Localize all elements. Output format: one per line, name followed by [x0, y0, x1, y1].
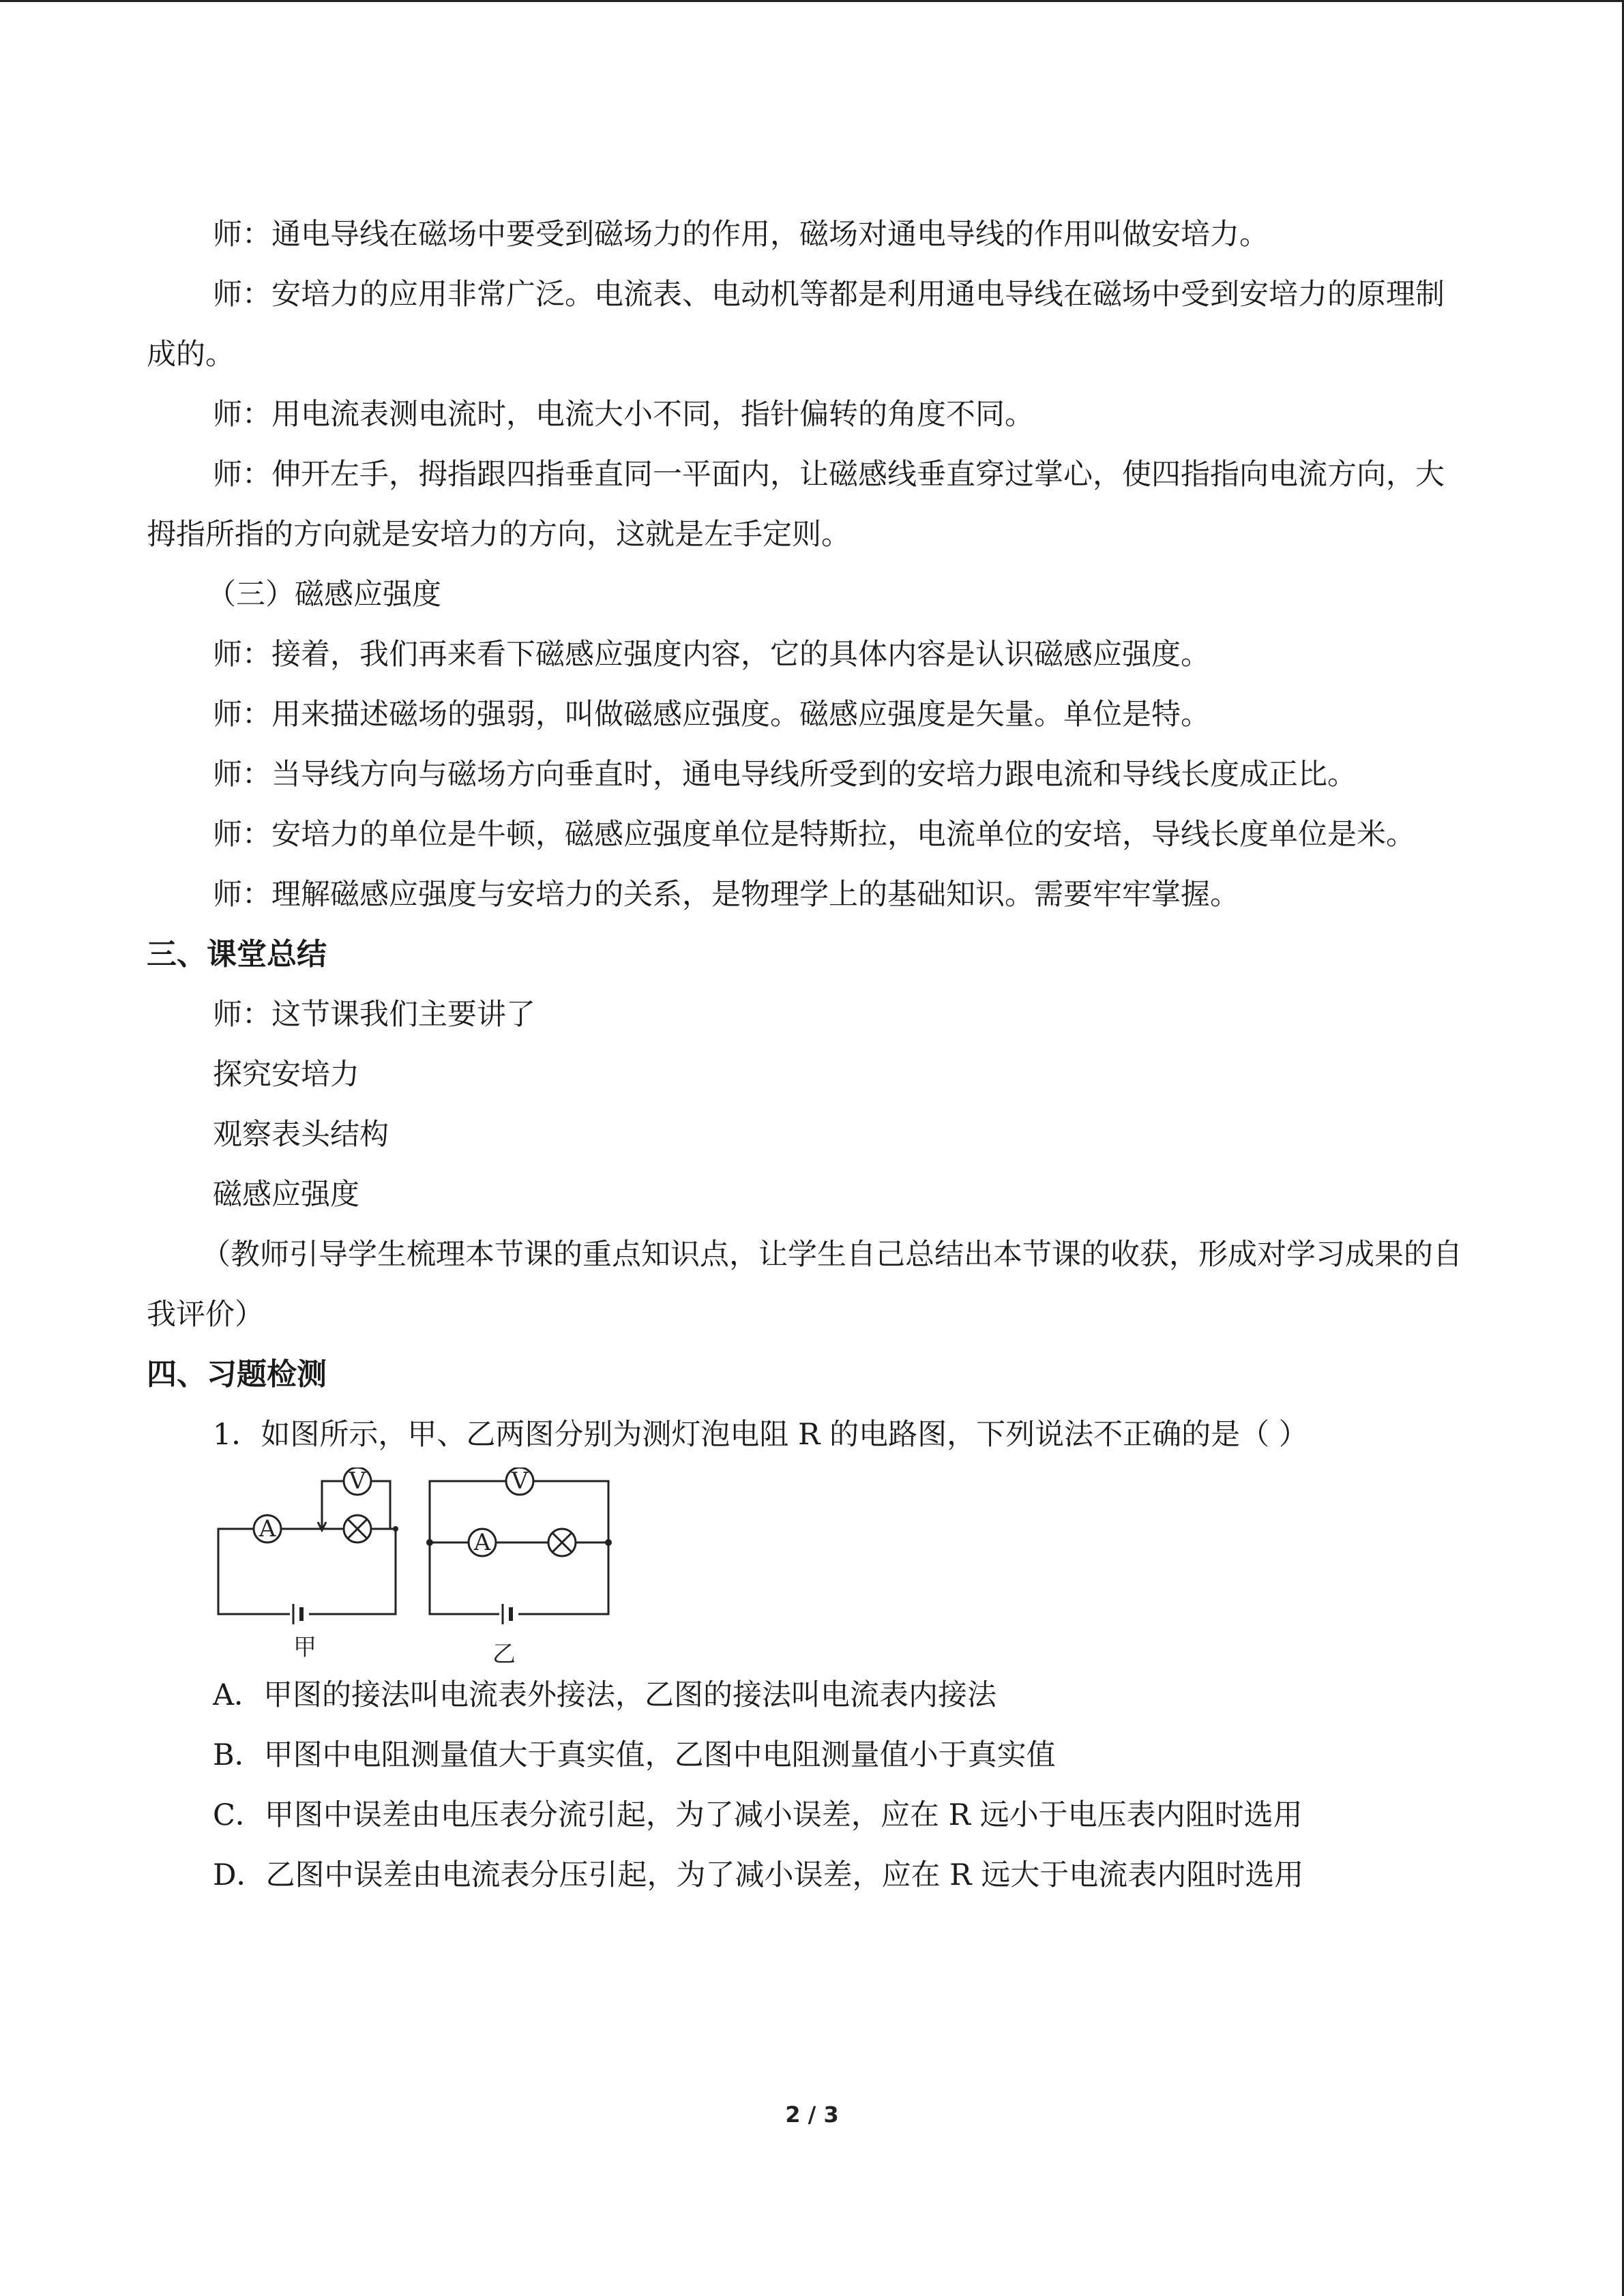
summary-line-4: 磁感应强度: [213, 1178, 359, 1212]
summary-line-3: 观察表头结构: [213, 1118, 389, 1152]
paragraph-7: 师：当导线方向与磁场方向垂直时，通电导线所受到的安培力跟电流和导线长度成正比。: [213, 758, 1357, 792]
figure-label-right: 乙: [492, 1641, 516, 1665]
paragraph-9: 师：理解磁感应强度与安培力的关系，是物理学上的基础知识。需要牢牢掌握。: [213, 878, 1239, 912]
section-3-title: 三、课堂总结: [147, 937, 327, 972]
lamp-right-icon: [548, 1529, 576, 1556]
voltmeter-left-icon: [344, 1467, 371, 1495]
circuit-figure: [213, 1467, 636, 1665]
svg-text:V: V: [349, 1467, 366, 1495]
svg-text:V: V: [511, 1467, 529, 1495]
lamp-left-icon: [344, 1515, 371, 1542]
page-number: 2 / 3: [785, 2102, 839, 2128]
circuit-diagrams: [213, 1467, 636, 1665]
circuit-left-loop: [218, 1529, 396, 1614]
option-b: B．甲图中电阻测量值大于真实值，乙图中电阻测量值小于真实值: [213, 1738, 1056, 1772]
top-border: [0, 0, 1624, 2]
ammeter-left-icon: [254, 1515, 281, 1542]
summary-line-2: 探究安培力: [213, 1058, 359, 1092]
figure-label-left: 甲: [293, 1634, 316, 1661]
voltmeter-right-icon: [506, 1467, 533, 1495]
paragraph-3: 师：用电流表测电流时，电流大小不同，指针偏转的角度不同。: [213, 398, 1034, 432]
subsection-title: （三）磁感应强度: [207, 578, 441, 612]
option-c: C．甲图中误差由电压表分流引起，为了减小误差，应在 R 远小于电压表内阻时选用: [213, 1798, 1303, 1832]
paragraph-4: 师：伸开左手，拇指跟四指垂直同一平面内，让磁感线垂直穿过掌心，使四指指向电流方向，大拇指所指的方向就是安培力的方向，这就是左手定则。: [147, 458, 1445, 552]
summary-note: （教师引导学生梳理本节课的重点知识点，让学生自己总结出本节课的收获，形成对学习成果的自我评价）: [147, 1238, 1462, 1332]
option-d: D．乙图中误差由电流表分压引起，为了减小误差，应在 R 远大于电流表内阻时选用: [213, 1858, 1304, 1892]
paragraph-8: 师：安培力的单位是牛顿，磁感应强度单位是特斯拉，电流单位的安培，导线长度单位是米。: [213, 818, 1415, 852]
paragraph-2: 师：安培力的应用非常广泛。电流表、电动机等都是利用通电导线在磁场中受到安培力的原理制成的。: [147, 278, 1445, 372]
svg-text:A: A: [259, 1515, 276, 1542]
svg-text:A: A: [473, 1529, 491, 1556]
section-4-title: 四、习题检测: [147, 1357, 327, 1392]
paragraph-1: 师：通电导线在磁场中要受到磁场力的作用，磁场对通电导线的作用叫做安培力。: [213, 218, 1269, 252]
document-body: [147, 205, 1466, 1905]
paragraph-5: 师：接着，我们再来看下磁感应强度内容，它的具体内容是认识磁感应强度。: [213, 638, 1210, 672]
circuit-right-loop: [430, 1481, 608, 1614]
question-1: 1．如图所示，甲、乙两图分别为测灯泡电阻 R 的电路图，下列说法不正确的是（ ）: [213, 1418, 1308, 1452]
summary-line-1: 师：这节课我们主要讲了: [213, 998, 535, 1032]
ammeter-right-icon: [469, 1529, 496, 1556]
paragraph-6: 师：用来描述磁场的强弱，叫做磁感应强度。磁感应强度是矢量。单位是特。: [213, 698, 1210, 732]
option-a: A．甲图的接法叫电流表外接法，乙图的接法叫电流表内接法: [213, 1678, 997, 1712]
